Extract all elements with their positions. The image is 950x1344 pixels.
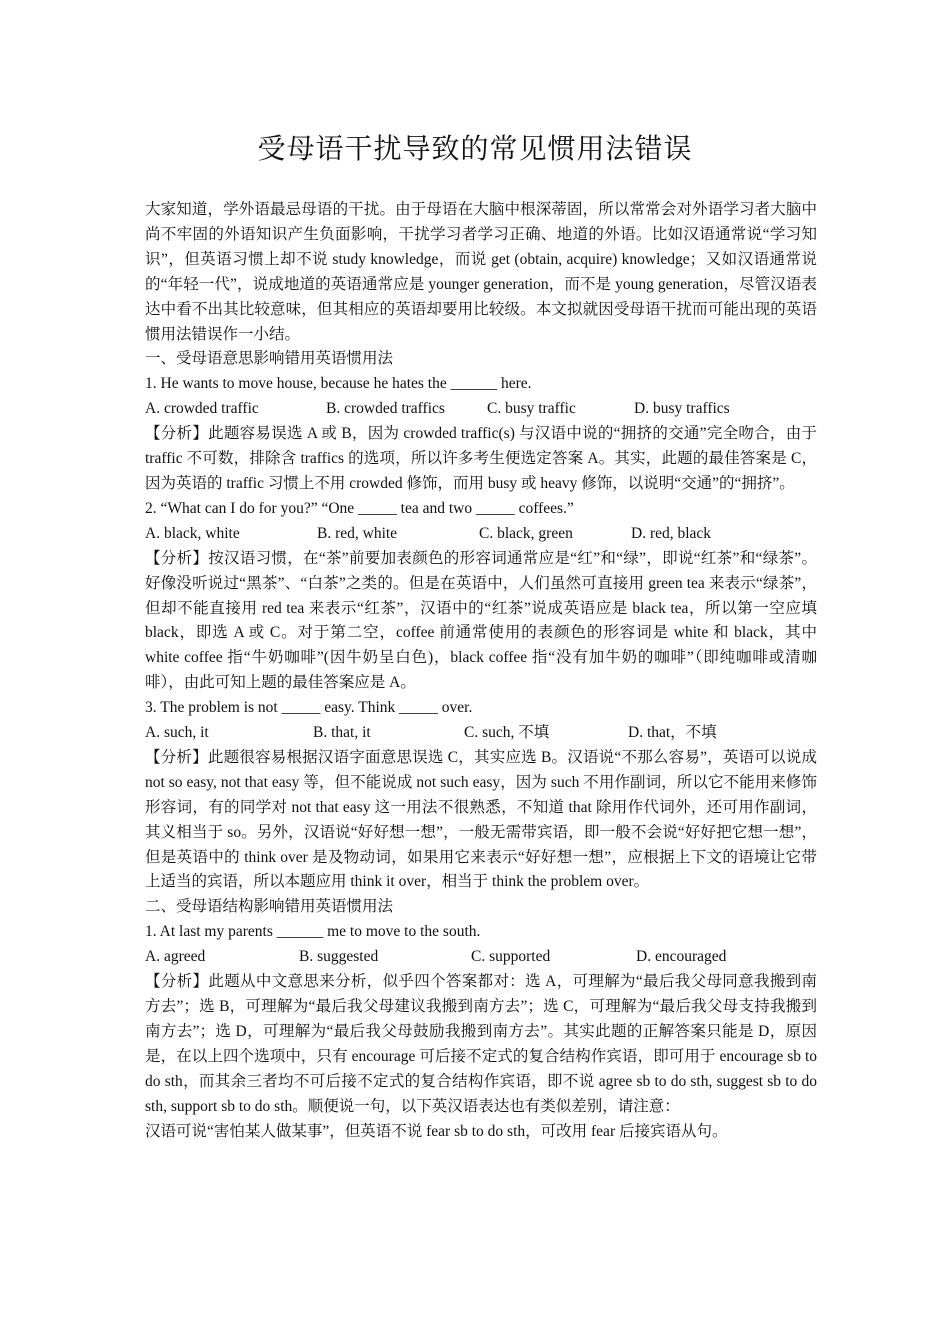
s1-q3-question: 3. The problem is not _____ easy. Think _____ over. <box>145 699 473 717</box>
s1-q3-option-c: C. such, 不填 <box>464 724 550 742</box>
s1-q1-option-b: B. crowded traffics <box>326 400 445 418</box>
s1-q1-option-a: A. crowded traffic <box>145 400 259 418</box>
intro-paragraph: 大家知道，学外语最忌母语的干扰。由于母语在大脑中根深蒂固，所以常常会对外语学习者大脑中尚不牢固的外语知识产生负面影响，干扰学习者学习正确、地道的外语。比如汉语通常说“学习知识”，但英语习惯上却不说 study knowledge，而说 get (obtain, acquire) knowledge；又如汉语通常说的“年轻一代”，说成地道的英语通常应是 younger generation，而不是 young generation，尽管汉语表达中看不出其比较意味，但其相应的英语却要用比较级。本文拟就因受母语干扰而可能出现的英语惯用法错误作一小结。 <box>145 201 817 343</box>
s1-q3-option-a: A. such, it <box>145 724 209 742</box>
s1-q3-options <box>145 721 817 746</box>
s2-q1-analysis: 【分析】此题从中文意思来分析，似乎四个答案都对：选 A，可理解为“最后我父母同意我搬到南方去”；选 B，可理解为“最后我父母建议我搬到南方去”；选 C，可理解为“最后我父母支持我搬到南方去”；选 D，可理解为“最后我父母鼓励我搬到南方去”。其实此题的正解答案只能是 D，原因是，在以上四个选项中，只有 encourage 可后接不定式的复合结构作宾语，即可用于 encourage sb to do sth，而其余三者均不可后接不定式的复合结构作宾语，即不说 agree sb to do sth, suggest sb to do sth, support sb to do sth。顺便说一句，以下英汉语表达也有类似差别，请注意： <box>145 973 817 1115</box>
s1-q2-analysis: 【分析】按汉语习惯，在“茶”前要加表颜色的形容词通常应是“红”和“绿”，即说“红茶”和“绿茶”。好像没听说过“黑茶”、“白茶”之类的。但是在英语中，人们虽然可直接用 green tea 来表示“绿茶”，但却不能直接用 red tea 来表示“红茶”，汉语中的“红茶”说成英语应是 black tea，所以第一空应填 black，即选 A 或 C。对于第二空，coffee 前通常使用的表颜色的形容词是 white 和 black，其中 white coffee 指“牛奶咖啡”(因牛奶呈白色)，black coffee 指“没有加牛奶的咖啡”（即纯咖啡或清咖啡），由此可知上题的最佳答案应是 A。 <box>145 549 817 692</box>
section-1-heading: 一、受母语意思影响错用英语惯用法 <box>145 350 394 368</box>
section-2-heading: 二、受母语结构影响错用英语惯用法 <box>145 898 394 916</box>
s1-q3-option-b: B. that, it <box>313 724 371 742</box>
s1-q2-option-a: A. black, white <box>145 524 240 542</box>
s2-q1-options <box>145 945 817 970</box>
s2-q1-option-c: C. supported <box>471 948 551 966</box>
s1-q1-option-d: D. busy traffics <box>634 400 730 418</box>
s2-q1-question: 1. At last my parents ______ me to move to the south. <box>145 923 481 941</box>
s2-q1-option-a: A. agreed <box>145 948 206 966</box>
s1-q2-option-b: B. red, white <box>317 524 398 542</box>
document-body <box>145 198 817 1144</box>
s1-q1-question: 1. He wants to move house, because he hates the ______ here. <box>145 375 532 393</box>
s2-note: 汉语可说“害怕某人做某事”，但英语不说 fear sb to do sth，可改用 fear 后接宾语从句。 <box>145 1122 728 1140</box>
s1-q3-analysis: 【分析】此题很容易根据汉语字面意思误选 C，其实应选 B。汉语说“不那么容易”，英语可以说成 not so easy, not that easy 等，但不能说成 not such easy，因为 such 不用作副词，所以它不能用来修饰形容词，有的同学对 not that easy 这一用法不很熟悉，不知道 that 除用作代词外，还可用作副词，其义相当于 so。另外，汉语说“好好想一想”，一般无需带宾语，即一般不会说“好好把它想一想”，但是英语中的 think over 是及物动词，如果用它来表示“好好想一想”，应根据上下文的语境让它带上适当的宾语，所以本题应用 think it over，相当于 think the problem over。 <box>145 748 817 891</box>
s1-q3-option-d: D. that，不填 <box>628 724 717 742</box>
s2-q1-option-b: B. suggested <box>299 948 379 966</box>
s1-q2-option-d: D. red, black <box>631 524 712 542</box>
s1-q2-question: 2. “What can I do for you?” “One _____ tea and two _____ coffees.” <box>145 499 574 517</box>
s1-q1-option-c: C. busy traffic <box>487 400 576 418</box>
s1-q1-options <box>145 397 817 422</box>
s2-q1-option-d: D. encouraged <box>636 948 727 966</box>
s1-q1-analysis: 【分析】此题容易误选 A 或 B，因为 crowded traffic(s) 与汉语中说的“拥挤的交通”完全吻合，由于 traffic 不可数，排除含 traffics 的选项，所以许多考生便选定答案 A。其实，此题的最佳答案是 C，因为英语的 traffic 习惯上不用 crowded 修饰，而用 busy 或 heavy 修饰，以说明“交通”的“拥挤”。 <box>145 425 817 492</box>
s1-q2-options <box>145 522 817 547</box>
page-title: 受母语干扰导致的常见惯用法错误 <box>257 134 693 165</box>
s1-q2-option-c: C. black, green <box>479 524 573 542</box>
